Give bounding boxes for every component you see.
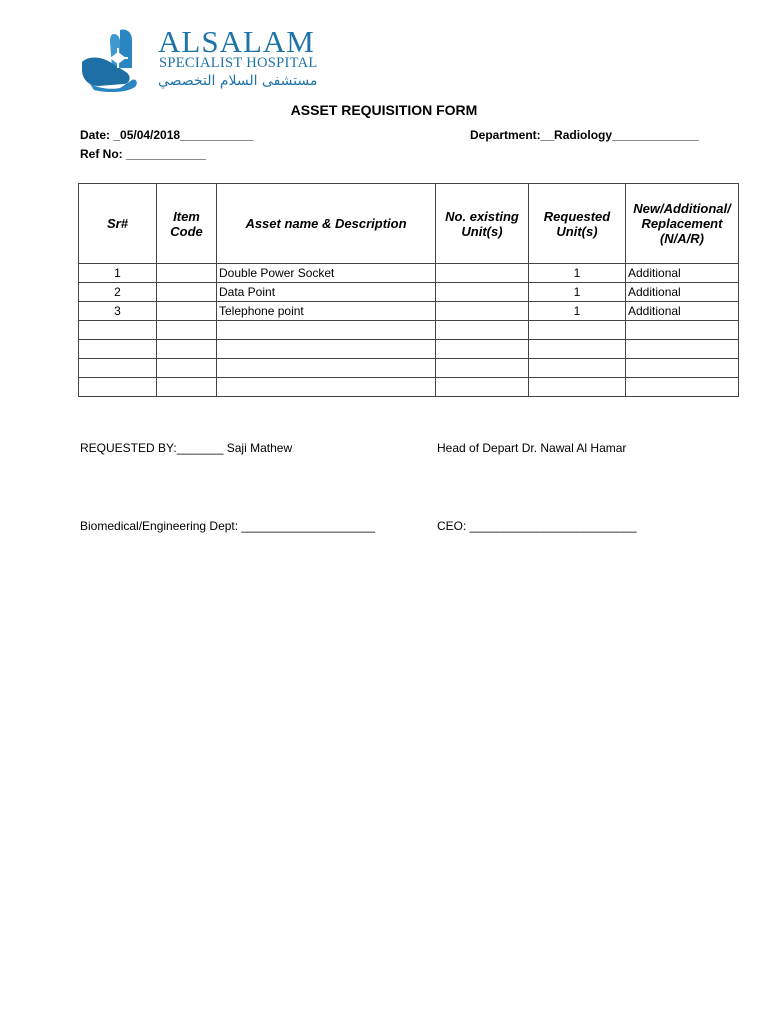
header-request-type: New/Additional/ Replacement (N/A/R)	[626, 184, 739, 264]
cell-asset-name: Double Power Socket	[217, 264, 436, 283]
header-sr: Sr#	[79, 184, 157, 264]
ceo-signature: CEO: _________________________	[437, 519, 637, 533]
cell-request-type: Additional	[626, 302, 739, 321]
header-asset-name: Asset name & Description	[217, 184, 436, 264]
logo-name: ALSALAM	[158, 24, 315, 59]
cell-item-code	[157, 378, 217, 397]
hospital-logo	[80, 24, 320, 96]
header-requested-units: Requested Unit(s)	[529, 184, 626, 264]
cell-existing-units	[436, 378, 529, 397]
cell-item-code	[157, 321, 217, 340]
requested-by: REQUESTED BY:_______ Saji Mathew	[80, 441, 293, 455]
table-row	[79, 283, 739, 302]
cell-item-code	[157, 283, 217, 302]
cell-requested-units	[529, 378, 626, 397]
cell-item-code	[157, 264, 217, 283]
cell-asset-name	[217, 378, 436, 397]
header-existing-units: No. existing Unit(s)	[436, 184, 529, 264]
table-row	[79, 302, 739, 321]
cell-item-code	[157, 359, 217, 378]
cell-requested-units	[529, 321, 626, 340]
cell-request-type	[626, 359, 739, 378]
cell-request-type	[626, 340, 739, 359]
cell-request-type	[626, 378, 739, 397]
header-item-code: Item Code	[157, 184, 217, 264]
cell-asset-name	[217, 321, 436, 340]
cell-requested-units: 1	[529, 264, 626, 283]
table-row	[79, 264, 739, 283]
cell-sr	[79, 378, 157, 397]
cell-sr: 3	[79, 302, 157, 321]
asset-table	[78, 183, 739, 397]
biomedical-engineering-signature: Biomedical/Engineering Dept: ____________________	[80, 519, 375, 533]
table-row	[79, 359, 739, 378]
cell-asset-name	[217, 340, 436, 359]
table-row	[79, 321, 739, 340]
cell-sr	[79, 340, 157, 359]
cell-item-code	[157, 302, 217, 321]
cell-asset-name	[217, 359, 436, 378]
cell-existing-units	[436, 302, 529, 321]
cell-requested-units	[529, 340, 626, 359]
hands-logo-icon	[80, 28, 142, 92]
cell-existing-units	[436, 264, 529, 283]
table-row	[79, 340, 739, 359]
cell-requested-units: 1	[529, 302, 626, 321]
cell-sr	[79, 359, 157, 378]
department-field: Department:__Radiology_____________	[470, 128, 699, 142]
cell-sr	[79, 321, 157, 340]
cell-request-type: Additional	[626, 283, 739, 302]
cell-existing-units	[436, 340, 529, 359]
form-title: ASSET REQUISITION FORM	[290, 102, 478, 118]
cell-requested-units: 1	[529, 283, 626, 302]
cell-item-code	[157, 340, 217, 359]
cell-request-type: Additional	[626, 264, 739, 283]
cell-sr: 2	[79, 283, 157, 302]
cell-sr: 1	[79, 264, 157, 283]
cell-existing-units	[436, 359, 529, 378]
ref-no-field: Ref No: ____________	[80, 147, 207, 161]
cell-requested-units	[529, 359, 626, 378]
table-header-row	[79, 184, 739, 264]
date-field: Date: _05/04/2018___________	[80, 128, 254, 142]
table-row	[79, 378, 739, 397]
cell-asset-name: Telephone point	[217, 302, 436, 321]
logo-subtitle: SPECIALIST HOSPITAL	[159, 55, 318, 71]
cell-existing-units	[436, 283, 529, 302]
logo-arabic-name: مستشفى السلام التخصصي	[158, 73, 318, 89]
cell-existing-units	[436, 321, 529, 340]
cell-request-type	[626, 321, 739, 340]
head-of-department: Head of Depart Dr. Nawal Al Hamar	[437, 441, 627, 455]
cell-asset-name: Data Point	[217, 283, 436, 302]
